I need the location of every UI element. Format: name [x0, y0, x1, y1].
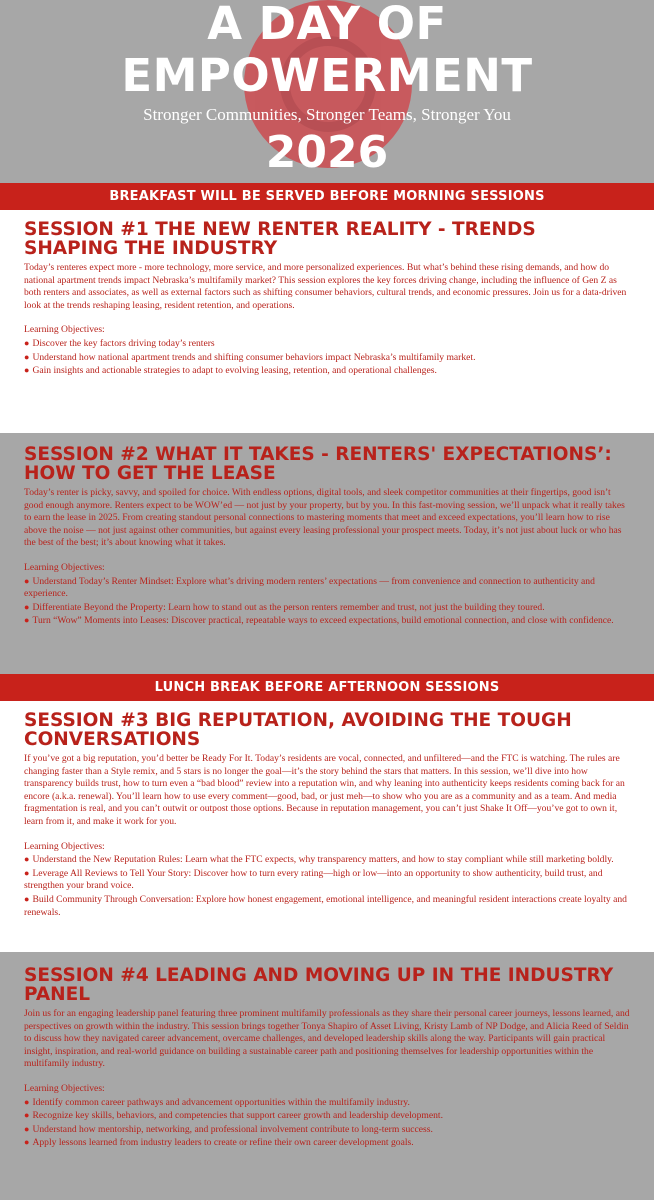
session-3-objectives-label: Learning Objectives:: [24, 840, 105, 852]
lunch-banner: LUNCH BREAK BEFORE AFTERNOON SESSIONS: [0, 674, 654, 701]
session-1-objectives-label: Learning Objectives:: [24, 324, 105, 336]
session-3-objectives: [24, 853, 630, 919]
session-1: [0, 210, 654, 433]
subtitle: Stronger Communities, Stronger Teams, Stronger You: [143, 105, 511, 124]
bullet-icon: ●: [24, 1110, 30, 1121]
session-3-title: SESSION #3 BIG REPUTATION, AVOIDING THE TOUGH CONVERSATIONS: [24, 710, 572, 750]
objective-item: ● Discover the key factors driving today’s renters: [24, 337, 215, 349]
objective-item: ● Recognize key skills, behaviors, and competencies that support career growth and leadership development.: [24, 1110, 443, 1122]
bullet-icon: ●: [24, 351, 30, 362]
objective-item: ● Apply lessons learned from industry leaders to create or refine their own career development goals.: [24, 1137, 414, 1149]
session-4-objectives-label: Learning Objectives:: [24, 1082, 105, 1094]
event-year: 2026: [265, 127, 389, 178]
session-1-objectives: [24, 337, 630, 378]
bullet-icon: ●: [24, 615, 30, 626]
bullet-icon: ●: [24, 601, 30, 612]
objective-item: ● Turn “Wow” Moments into Leases: Discover practical, repeatable ways to exceed expectations, build emotional connection, and close with confidence.: [24, 615, 614, 627]
title-line-2: EMPOWERMENT: [121, 49, 533, 102]
bullet-icon: ●: [24, 1137, 30, 1148]
bullet-icon: ●: [24, 575, 30, 586]
bullet-icon: ●: [24, 1123, 30, 1134]
bullet-icon: ●: [24, 867, 30, 878]
session-3-description: If you’ve got a big reputation, you’d better be Ready For It. Today’s residents are vocal, connected, and unfiltered—and the FTC is watching. The rules are changing faster than a Style remix, and 5 stars is no longer the goal—it’s the story behind the stars that matters. In this session, we’ll dive into how transparency builds trust, how to turn even a “bad blood” review into a reputation win, and why leaning into authenticity keeps residents coming back for an encore (a.k.a. renewal). You’ll learn how to use every comment—good, bad, or just meh—to show who you are as a community and as a team. And media fragmentation is real, and you can’t outwit or outpost those options. Because in reputation management, you can’t just Shake It Off—you’ve got to own it, learn from it, and make it work for you.: [24, 753, 625, 827]
objective-item: ● Understand Today’s Renter Mindset: Explore what’s driving modern renters’ expectations — from convenience and connection to authenticity and experience.: [24, 575, 595, 600]
session-1-description: Today’s renteres expect more - more technology, more service, and more personalized experiences. But what’s behind these rising demands, and how do national apartment trends impact Nebraska’s multifamily market? This session explores the key forces driving change, including the influence of Gen Z as both renters and associates, as well as external factors such as shifting consumer behaviors, cultural trends, and economic pressures. Join us for a data-driven look at the trends reshaping leasing, resident retention, and operations.: [24, 262, 627, 311]
session-3: [0, 701, 654, 952]
session-2-title: SESSION #2 WHAT IT TAKES - RENTERS' EXPECTATIONS’: HOW TO GET THE LEASE: [24, 444, 612, 484]
objective-item: ● Gain insights and actionable strategies to adapt to evolving leasing, retention, and operational challenges.: [24, 365, 437, 377]
session-4: [0, 952, 654, 1200]
session-1-title: SESSION #1 THE NEW RENTER REALITY - TRENDS SHAPING THE INDUSTRY: [24, 219, 536, 259]
session-4-objectives: [24, 1096, 630, 1150]
bullet-icon: ●: [24, 893, 30, 904]
session-2-objectives: [24, 575, 630, 628]
bullet-icon: ●: [24, 365, 30, 376]
objective-item: ● Understand the New Reputation Rules: Learn what the FTC expects, why transparency matters, and how to stay compliant while still marketing boldly.: [24, 854, 614, 866]
session-2-objectives-label: Learning Objectives:: [24, 561, 105, 573]
session-4-description: Join us for an engaging leadership panel featuring three prominent multifamily professionals as they share their personal career journeys, lessons learned, and perspectives on growth within the industry. This session brings together Tonya Shapiro of Asset Living, Kristy Lamb of NP Dodge, and Alicia Reed of Seldin to discuss how they navigated career advancement, overcame challenges, and developed leadership skills along the way. Participants will gain practical insight, inspiration, and real-world guidance on building a sustainable career path and positioning themselves for leadership opportunities within the multifamily industry.: [24, 1008, 630, 1070]
session-2-description: Today’s renter is picky, savvy, and spoiled for choice. With endless options, digital tools, and sleek competitor communities at their fingertips, good isn’t good enough anymore. Renters expect to be WOW’ed — not just by your property, but by you. In this fast-moving session, we’ll unpack what it really takes to earn the lease in 2025. From creating standout personal connections to mastering moments that meet and exceed expectations, you’ll learn how to rise above the noise — not just against other communities, but against every leasing professional your prospect meets. Today, it’s not just about luck or who has the best of the best; it’s about knowing what it takes.: [24, 487, 625, 549]
session-2: [0, 433, 654, 674]
bullet-icon: ●: [24, 337, 30, 348]
objective-item: ● Leverage All Reviews to Tell Your Story: Discover how to turn every rating—high or low—into an opportunity to show authenticity, build trust, and strengthen your brand voice.: [24, 867, 603, 892]
breakfast-banner: BREAKFAST WILL BE SERVED BEFORE MORNING SESSIONS: [0, 183, 654, 210]
objective-item: ● Build Community Through Conversation: Explore how honest engagement, emotional intelligence, and meaningful resident interactions create loyalty and renewals.: [24, 893, 627, 918]
objective-item: ● Differentiate Beyond the Property: Learn how to stand out as the person renters remember and trust, not just the building they toured.: [24, 601, 545, 613]
objective-item: ● Understand how national apartment trends and shifting consumer behaviors impact Nebraska’s multifamily market.: [24, 351, 476, 363]
objective-item: ● Understand how mentorship, networking, and professional involvement contribute to long-term success.: [24, 1123, 433, 1135]
session-4-title: SESSION #4 LEADING AND MOVING UP IN THE INDUSTRY PANEL: [24, 965, 614, 1005]
bullet-icon: ●: [24, 854, 30, 865]
bullet-icon: ●: [24, 1096, 30, 1107]
title-line-1: A DAY OF: [207, 0, 447, 50]
flyer-header: [0, 0, 654, 183]
objective-item: ● Identify common career pathways and advancement opportunities within the multifamily industry.: [24, 1096, 410, 1108]
